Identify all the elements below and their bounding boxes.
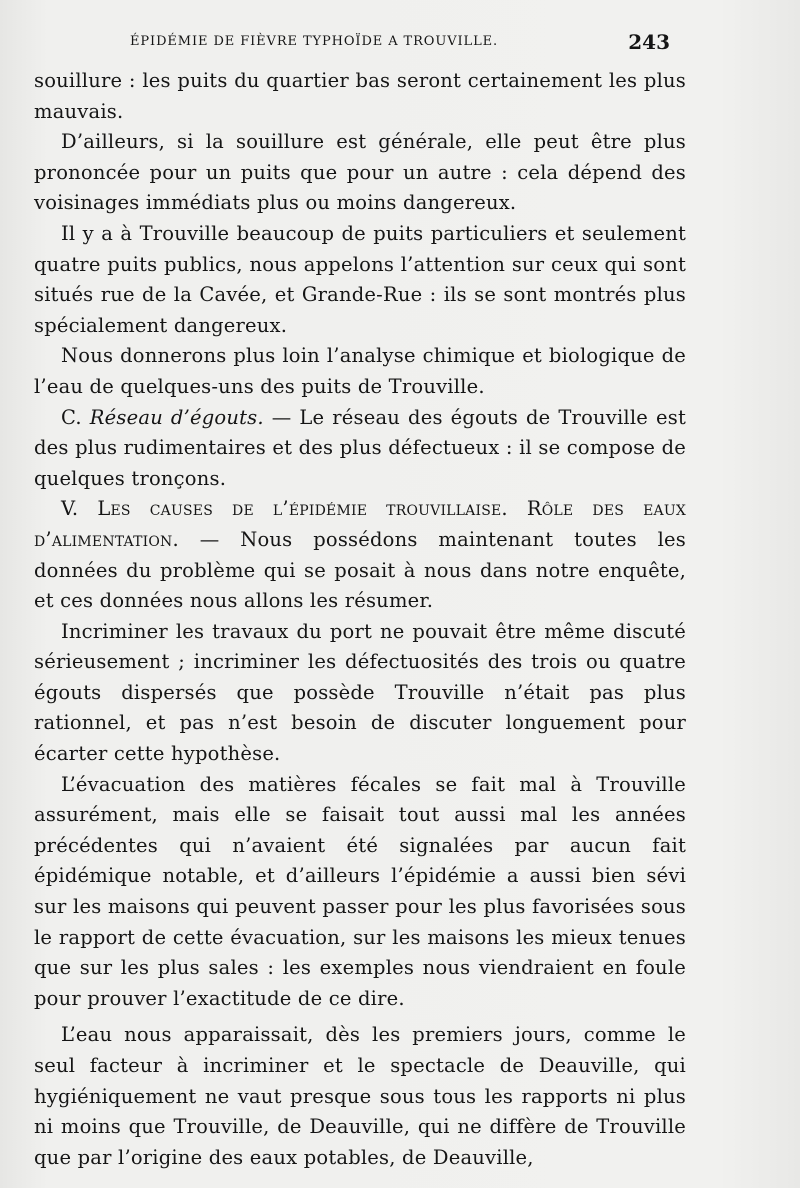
paragraph-6 [34,494,686,616]
paragraph-5-text: — Le réseau des égouts de Trouville est des plus rudimentaires et des plus défectueux : il se compose de quelques tronçons. [34,405,686,490]
paragraph-3: Il y a à Trouville beaucoup de puits particuliers et seulement quatre puits publics, nous appelons l’attention sur ceux qui sont situés rue de la Cavée, et Grande-Rue : ils se sont montrés plus spécialement dangereux. [34,221,686,337]
body-text [34,66,686,1173]
running-head: ÉPIDÉMIE DE FIÈVRE TYPHOÏDE A TROUVILLE. [130,34,499,49]
section-label-v: V. [61,497,79,521]
section-title-egouts: Réseau d’égouts. [89,405,264,429]
paragraph-7: Incriminer les travaux du port ne pouvait être même discuté sérieusement ; incriminer les défectuosités des trois ou quatre égouts dispersés que possède Trouville n’était pas plus rationnel, et pas n’est besoin de discuter longuement pour écarter cette hypothèse. [34,619,686,766]
paragraph-5 [34,403,686,495]
page-header [130,30,670,56]
page-number: 243 [628,30,670,54]
paragraph-1: souillure : les puits du quartier bas seront certainement les plus mauvais. [34,69,686,123]
paragraph-9: L’eau nous apparaissait, dès les premiers jours, comme le seul facteur à incriminer et le spectacle de Deauville, qui hygiéniquement ne vaut presque sous tous les rapports ni plus ni moins que Trouville, de Deauville, qui ne diffère de Trouville que par l’origine des eaux potables, de Deauville, [34,1023,686,1169]
paragraph-2: D’ailleurs, si la souillure est générale, elle peut être plus prononcée pour un puits que pour un autre : cela dépend des voisinages immédiats plus ou moins dangereux. [34,130,686,215]
section-label-c: C. [61,405,82,429]
paragraph-4: Nous donnerons plus loin l’analyse chimique et biologique de l’eau de quelques-uns des puits de Trouville. [34,344,686,398]
paragraph-6-text: — Nous possédons maintenant toutes les données du problème qui se posait à nous dans notre enquête, et ces données nous allons les résumer. [34,527,686,613]
paragraph-8: L’évacuation des matières fécales se fait mal à Trouville assurément, mais elle se faisait tout aussi mal les années précédentes qui n’avaient été signalées par aucun fait épidémique notable, et d’ailleurs l’épidémie a aussi bien sévi sur les maisons qui peuvent passer pour les plus favorisées sous le rapport de cette évacuation, sur les maisons les mieux tenues que sur les plus sales : les exemples nous viendraient en foule pour prouver l’exactitude de ce dire. [34,772,686,1010]
section-heading-causes: Les causes de l’épidémie trouvillaise. Rôle des eaux d’alimentation. [34,497,686,551]
